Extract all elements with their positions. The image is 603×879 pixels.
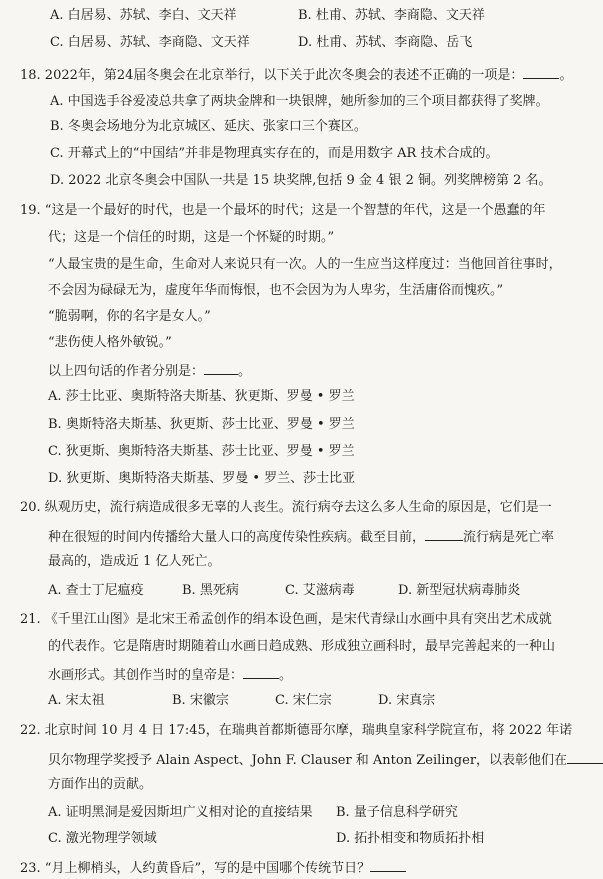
q19-line-2: 代；这是一个信任的时期，这是一个怀疑的时期。” (48, 230, 335, 245)
q19-question-text: 以上四句话的作者分别是： (48, 364, 205, 379)
q19-option-b: B. 奥斯特洛夫斯基、狄更斯、莎士比亚、罗曼 • 罗兰 (48, 417, 355, 432)
q21-line-3 (48, 664, 292, 685)
q21-line-3-end: 。 (279, 668, 293, 683)
q18-option-a: A. 中国选手谷爱凌总共拿了两块金牌和一块银牌，她所参加的三个项目都获得了奖牌。 (50, 94, 549, 109)
q18-answer-blank (523, 64, 559, 79)
q22-line-3: 方面作出的贡献。 (48, 777, 153, 792)
q20-line-1: 20. 纵观历史，流行病造成很多无辜的人丧生。流行病夺去这么多人生命的原因是，它们是一 (20, 500, 552, 515)
q22-line-2 (48, 749, 603, 770)
q18-option-c: C. 开幕式上的“中国结”并非是物理真实存在的，而是用数字 AR 技术合成的。 (50, 146, 499, 161)
q20-option-c: C. 艾滋病毒 (285, 583, 355, 598)
q18-option-b: B. 冬奥会场地分为北京城区、延庆、张家口三个赛区。 (50, 119, 367, 134)
q22-option-d: D. 拓扑相变和物质拓扑相 (336, 831, 485, 846)
q21-line-2: 的代表作。它是隋唐时期随着山水画日趋成熟、形成独立画科时，最早完善起来的一种山 (48, 639, 556, 654)
q21-option-d: D. 宋真宗 (378, 693, 436, 708)
q19-option-d: D. 狄更斯、奥斯特洛夫斯基、罗曼 • 罗兰、莎士比亚 (48, 471, 356, 486)
q18-stem-end: 。 (559, 68, 573, 83)
q18-stem (20, 64, 572, 85)
q19-line-3: “人最宝贵的是生命，生命对人来说只有一次。人的一生应当这样度过：当他回首往事时， (48, 257, 562, 272)
q22-option-c: C. 激光物理学领域 (48, 831, 157, 846)
q21-line-3-text: 水画形式。其创作当时的皇帝是： (48, 668, 244, 683)
q21-option-b: B. 宋徽宗 (172, 693, 229, 708)
q19-option-c: C. 狄更斯、奥斯特洛夫斯基、莎士比亚、罗曼 • 罗兰 (48, 444, 355, 459)
q19-line-4: 不会因为碌碌无为，虚度年华而悔恨，也不会因为为人卑劣，生活庸俗而愧疚。” (48, 283, 504, 298)
q17-option-d: D. 杜甫、苏轼、李商隐、岳飞 (298, 35, 473, 50)
q20-option-d: D. 新型冠状病毒肺炎 (398, 583, 521, 598)
q19-question-end: 。 (238, 364, 252, 379)
q19-line-7 (48, 360, 251, 381)
q23-answer-blank (370, 857, 406, 872)
q21-option-c: C. 宋仁宗 (275, 693, 332, 708)
q17-option-c: C. 白居易、苏轼、李商隐、文天祥 (50, 35, 250, 50)
q19-line-1: 19. “这是一个最好的时代，也是一个最坏的时代；这是一个智慧的年代，这是一个愚蠢的年 (20, 203, 546, 218)
q20-line-3: 最高的，造成近 1 亿人死亡。 (48, 554, 221, 569)
q22-line-1: 22. 北京时间 10 月 4 日 17:45，在瑞典首都斯德哥尔摩，瑞典皇家科学院宣布，将 2022 年诺 (20, 723, 573, 738)
q18-stem-text: 18. 2022年，第24届冬奥会在北京举行，以下关于此次冬奥会的表述不正确的一项是： (20, 68, 524, 83)
q21-option-a: A. 宋太祖 (48, 693, 105, 708)
q20-line-2 (48, 526, 554, 547)
q23-stem (20, 857, 406, 878)
q21-line-1: 21. 《千里江山图》是北宋王希孟创作的绢本设色画，是宋代青绿山水画中具有突出艺术成就 (20, 612, 552, 627)
q19-line-6: “悲伤使人格外敏锐。” (48, 335, 172, 350)
q20-line-2-text: 种在很短的时间内传播给大量人口的高度传染性疾病。截至目前， (48, 530, 426, 545)
q22-option-b: B. 量子信息科学研究 (336, 805, 458, 820)
q21-answer-blank (243, 664, 279, 679)
q20-answer-blank (425, 526, 463, 541)
q22-option-a: A. 证明黑洞是爱因斯坦广义相对论的直接结果 (48, 805, 313, 820)
q22-answer-blank (567, 749, 603, 764)
q19-option-a: A. 莎士比亚、奥斯特洛夫斯基、狄更斯、罗曼 • 罗兰 (48, 389, 355, 404)
q19-answer-blank (204, 360, 238, 375)
q17-option-a: A. 白居易、苏轼、李白、文天祥 (50, 8, 237, 23)
q19-line-5: “脆弱啊，你的名字是女人。” (48, 309, 211, 324)
q18-option-d: D. 2022 北京冬奥会中国队一共是 15 块奖牌,包括 9 金 4 银 2 铜。列奖牌榜第 2 名。 (50, 173, 552, 188)
q23-stem-text: 23. “月上柳梢头，人约黄昏后”，写的是中国哪个传统节日？ (20, 861, 371, 876)
q20-line-2-end: 流行病是死亡率 (463, 530, 555, 545)
q22-line-2-text: 贝尔物理学奖授予 Alain Aspect、John F. Clauser 和 Anton Zeilinger，以表彰他们在 (48, 753, 568, 768)
q17-option-b: B. 杜甫、苏轼、李商隐、文天祥 (298, 8, 485, 23)
q20-option-b: B. 黑死病 (182, 583, 239, 598)
q20-option-a: A. 查士丁尼瘟疫 (48, 583, 144, 598)
